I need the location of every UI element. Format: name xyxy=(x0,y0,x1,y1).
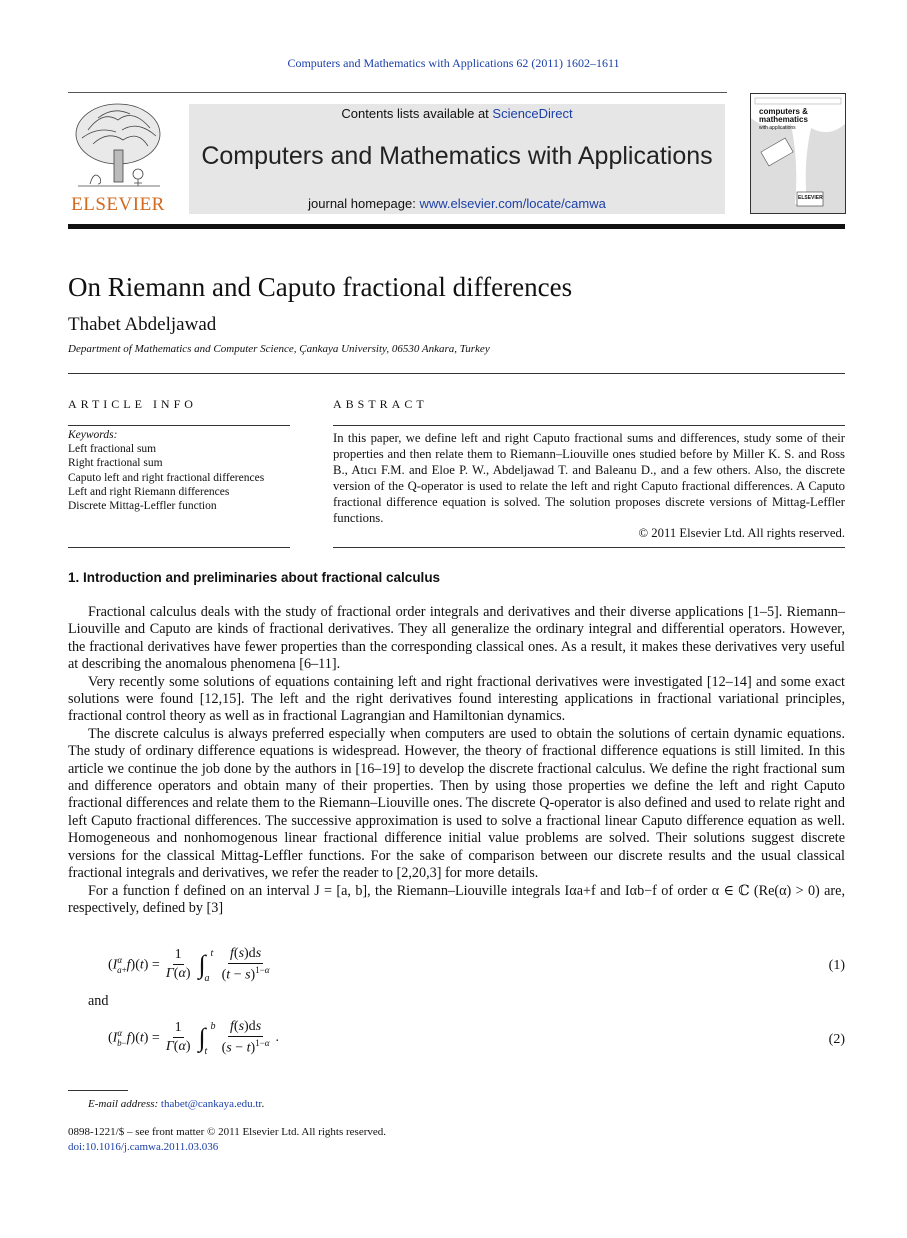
equation-1: $(I^\alpha_{a+}f)(t)$ = $\frac{1}{\Gamma(\alpha)}$ ∫ t a $\frac{f(s)ds}{(t - s)^{1-\alpha}}$ xyxy=(108,946,270,984)
email-link[interactable]: thabet@cankaya.edu.tr xyxy=(160,1098,262,1110)
connector-text: and xyxy=(88,993,109,1009)
article-author[interactable]: Thabet Abdeljawad xyxy=(68,314,217,335)
abstract-copyright: © 2011 Elsevier Ltd. All rights reserved. xyxy=(638,526,845,540)
section-rule xyxy=(68,373,845,374)
keywords-label: Keywords: xyxy=(68,429,118,441)
equation-1-number: (1) xyxy=(828,958,845,973)
article-title: On Riemann and Caputo fractional differences xyxy=(68,272,573,302)
paragraph: The discrete calculus is always preferred especially when computers are used to obtain the solutions of certain dynamic equations. The study of ordinary difference equations is widespread. However, the theory of fractional difference equations is still limited. In this article we continue the job done by the authors in [16–19] to develop the discrete fractional calculus. We define the right fractional sum and difference operators and obtain many of their properties. Then by using those properties we define the left and right Caputo fractional differences and relate them to the Riemann–Liouville ones. The discrete Q-operator is also defined and used to relate right and left Caputo fractional differences. The successive approximation is used to solve a fractional linear Caputo difference equation as well. Homogeneous and nonhomogenous linear fractional difference initial value problems are solved. Their solutions suggest discrete versions for the classical Mittag-Leffler functions. For the sake of comparison between our discrete results and the usual classical fractional integrals and derivatives, we refer the reader to [2,20,3] for more details. xyxy=(68,725,845,882)
contents-prefix: Contents lists available at xyxy=(341,106,493,121)
equation-2: $(I^\alpha_{b-}f)(t)$ = $\frac{1}{\Gamma(\alpha)}$ ∫ b t $\frac{f(s)ds}{(s - t)^{1-\alpha}}$ . xyxy=(108,1019,280,1057)
article-info-rule xyxy=(68,425,290,426)
homepage-link[interactable]: www.elsevier.com/locate/camwa xyxy=(419,196,606,211)
equation-2-number: (2) xyxy=(828,1032,845,1047)
header-rule xyxy=(68,92,727,93)
paragraph: Very recently some solutions of equations containing left and right fractional derivatives were investigated [12–14] and some exact solutions were found [12,15]. The left and the right derivatives found interesting applications in fractional variational principles, fractional control theory as well as in fractional Lagrangian and Hamiltonian dynamics. xyxy=(68,673,845,725)
abstract-rule xyxy=(333,425,845,426)
journal-cover[interactable] xyxy=(750,93,846,214)
section-heading: 1. Introduction and preliminaries about fractional calculus xyxy=(68,570,441,585)
publisher-wordmark: ELSEVIER xyxy=(71,194,165,215)
cover-line2: mathematics xyxy=(759,115,808,124)
keyword-item: Left and right Riemann differences xyxy=(68,485,230,498)
homepage-prefix: journal homepage: xyxy=(308,196,420,211)
paragraph: Fractional calculus deals with the study of fractional order integrals and derivatives and their diverse applications [1–5]. Riemann–Liouville and Caputo are kinds of fractional derivatives. They all generalize the ordinary integral and differential operators. However, the fractional derivatives have fewer properties than the corresponding classical ones. As a result, it makes these derivatives very useful at describing the anomalous phenomena [6–11]. xyxy=(68,604,845,673)
email-label: E-mail address: xyxy=(88,1098,159,1110)
footnote-rule xyxy=(68,1090,128,1091)
keyword-item: Right fractional sum xyxy=(68,457,163,470)
author-affiliation: Department of Mathematics and Computer Science, Çankaya University, 06530 Ankara, Turkey xyxy=(68,343,490,355)
contents-line xyxy=(189,106,725,121)
article-info-heading: ARTICLE INFO xyxy=(68,397,197,411)
journal-title: Computers and Mathematics with Applications xyxy=(201,142,713,170)
elsevier-logo xyxy=(68,100,168,216)
keyword-item: Left fractional sum xyxy=(68,443,157,456)
doi-link[interactable]: doi:10.1016/j.camwa.2011.03.036 xyxy=(68,1141,219,1153)
keywords-block xyxy=(68,428,298,513)
abstract-text: In this paper, we define left and right Caputo fractional sums and differences, study some of their properties and then relate them to Riemann–Liouville ones studied before by Miller K. S. and Ross B., Atıcı F.M. and Eloe P. W., Abdeljawad T. and Baleanu D., and a few others. Also, the discrete version of the Q-operator is used to relate the left and right Caputo fractional differences. A Caputo fractional difference equation is solved. The solution proposes discrete versions of Mittag-Leffler functions. xyxy=(333,431,845,525)
journal-citation[interactable]: Computers and Mathematics with Applications 62 (2011) 1602–1611 xyxy=(287,56,620,70)
body-text xyxy=(68,604,845,917)
masthead-rule xyxy=(68,224,845,229)
keyword-item: Discrete Mittag-Leffler function xyxy=(68,500,217,513)
abstract-heading: ABSTRACT xyxy=(333,397,428,411)
keyword-item: Caputo left and right fractional differences xyxy=(68,471,265,484)
cover-line1: computers & xyxy=(759,107,808,116)
abstract-bottom-rule xyxy=(333,547,845,548)
paragraph: For a function f defined on an interval J = [a, b], the Riemann–Liouville integrals Iαa+f and Iαb−f of order α ∈ ℂ (Re(α) > 0) are, respectively, defined by [3] xyxy=(68,882,845,916)
tree-icon xyxy=(68,100,168,192)
journal-masthead xyxy=(189,104,725,214)
cover-line3: with applications xyxy=(759,125,796,131)
article-info-bottom-rule xyxy=(68,547,290,548)
sciencedirect-link[interactable]: ScienceDirect xyxy=(492,106,573,121)
cover-title xyxy=(759,108,808,132)
cover-brand: ELSEVIER xyxy=(798,195,823,201)
homepage-line xyxy=(189,196,725,211)
footnote-email: E-mail address: thabet@cankaya.edu.tr. xyxy=(88,1098,265,1110)
issn-line: 0898-1221/$ – see front matter © 2011 Elsevier Ltd. All rights reserved. xyxy=(68,1126,387,1138)
